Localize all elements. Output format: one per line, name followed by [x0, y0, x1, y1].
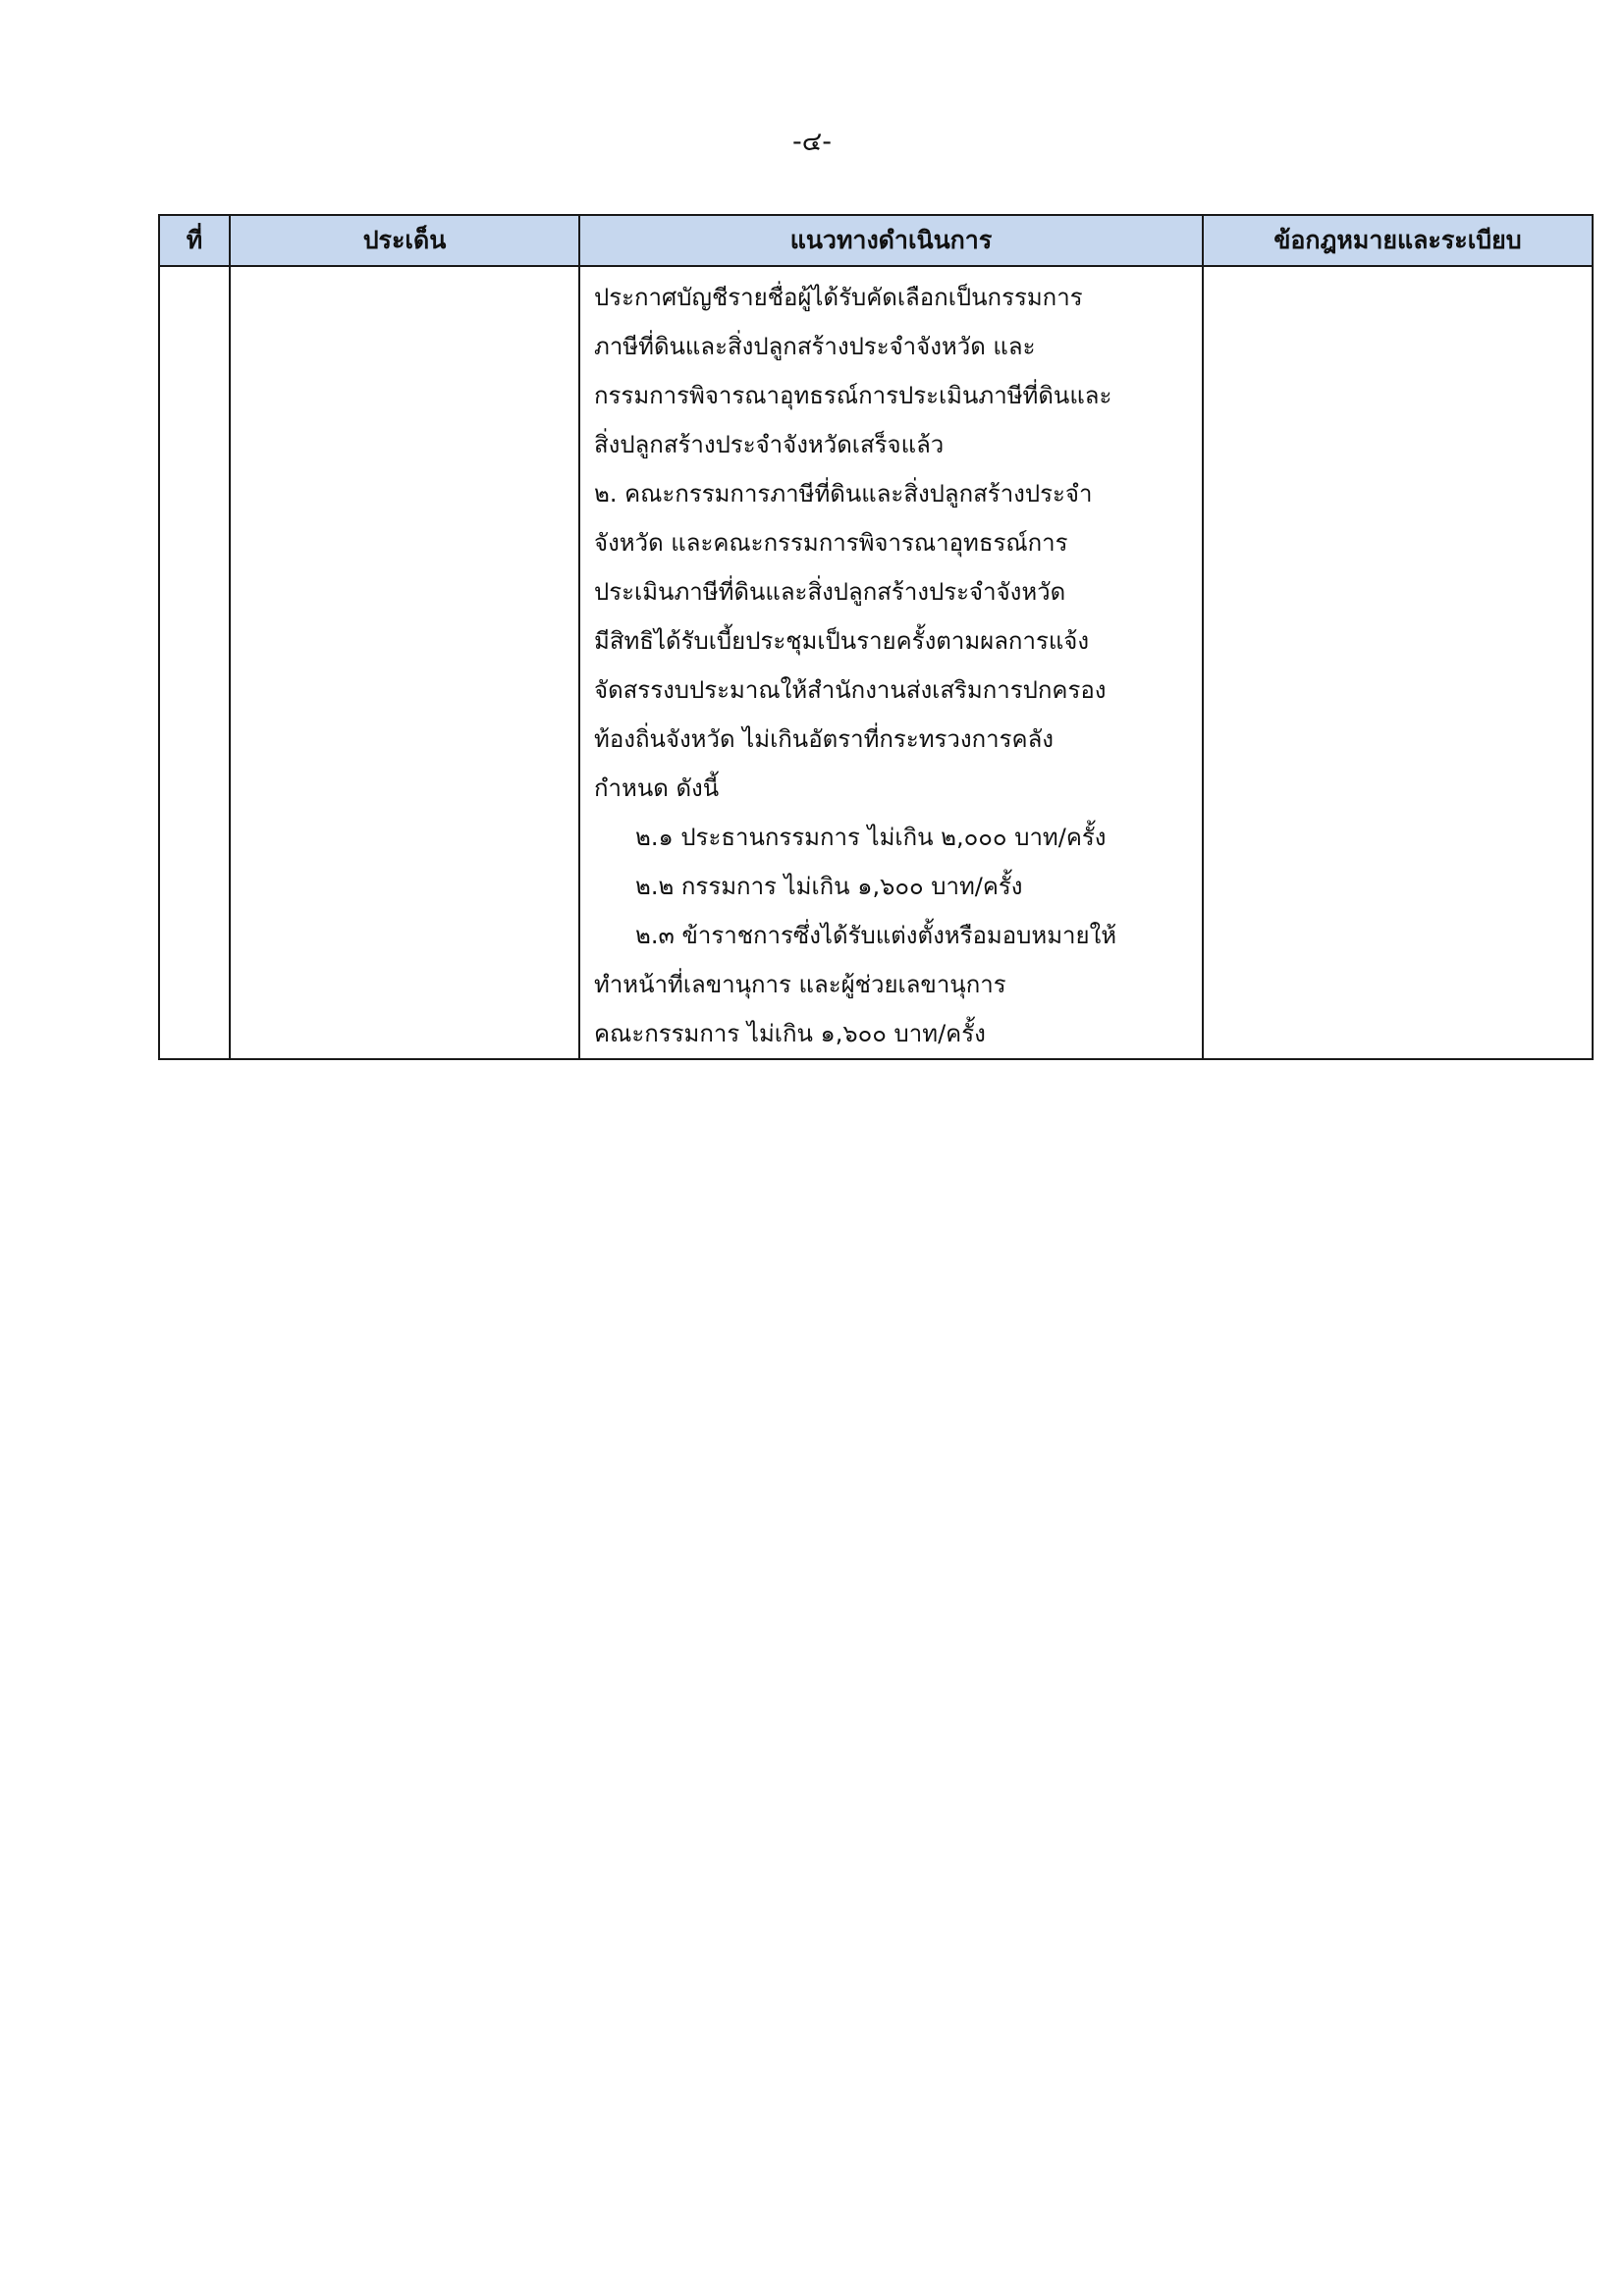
guideline-line: ๒.๒ กรรมการ ไม่เกิน ๑,๖๐๐ บาท/ครั้ง	[635, 873, 1023, 900]
header-issue: ประเด็น	[230, 215, 579, 266]
guideline-line: ๒.๓ ข้าราชการซึ่งได้รับแต่งตั้งหรือมอบหมายให้	[635, 922, 1117, 949]
guideline-line: ท้องถิ่นจังหวัด ไม่เกินอัตราที่กระทรวงการคลัง	[594, 725, 1054, 753]
guideline-line: กรรมการพิจารณาอุทธรณ์การประเมินภาษีที่ดินและ	[594, 382, 1112, 409]
header-guideline: แนวทางดำเนินการ	[579, 215, 1203, 266]
guideline-line: จัดสรรงบประมาณให้สำนักงานส่งเสริมการปกครอง	[594, 676, 1107, 704]
guideline-line: ทำหน้าที่เลขานุการ และผู้ช่วยเลขานุการ	[594, 971, 1006, 998]
guideline-line: ประกาศบัญชีรายชื่อผู้ได้รับคัดเลือกเป็นกรรมการ	[594, 284, 1083, 311]
cell-law	[1203, 266, 1593, 1059]
cell-issue	[230, 266, 579, 1059]
guideline-table	[158, 214, 1594, 1060]
cell-guideline	[579, 266, 1203, 1059]
guideline-line: ภาษีที่ดินและสิ่งปลูกสร้างประจำจังหวัด และ	[594, 333, 1036, 360]
header-no: ที่	[159, 215, 230, 266]
guideline-line: ประเมินภาษีที่ดินและสิ่งปลูกสร้างประจำจังหวัด	[594, 578, 1066, 606]
table-header-row	[159, 215, 1593, 266]
guideline-line: คณะกรรมการ ไม่เกิน ๑,๖๐๐ บาท/ครั้ง	[594, 1020, 986, 1047]
guideline-line: กำหนด ดังนี้	[594, 774, 720, 802]
guideline-line: สิ่งปลูกสร้างประจำจังหวัดเสร็จแล้ว	[594, 431, 945, 458]
guideline-line: ๒.๑ ประธานกรรมการ ไม่เกิน ๒,๐๐๐ บาท/ครั้ง	[635, 824, 1107, 851]
header-law: ข้อกฎหมายและระเบียบ	[1203, 215, 1593, 266]
cell-no	[159, 266, 230, 1059]
guideline-line: ๒. คณะกรรมการภาษีที่ดินและสิ่งปลูกสร้างประจำ	[594, 480, 1093, 507]
guideline-line: จังหวัด และคณะกรรมการพิจารณาอุทธรณ์การ	[594, 529, 1068, 557]
page-number: -๔-	[792, 127, 832, 157]
guideline-line: มีสิทธิได้รับเบี้ยประชุมเป็นรายครั้งตามผลการแจ้ง	[594, 627, 1090, 655]
table-row	[159, 266, 1593, 1059]
